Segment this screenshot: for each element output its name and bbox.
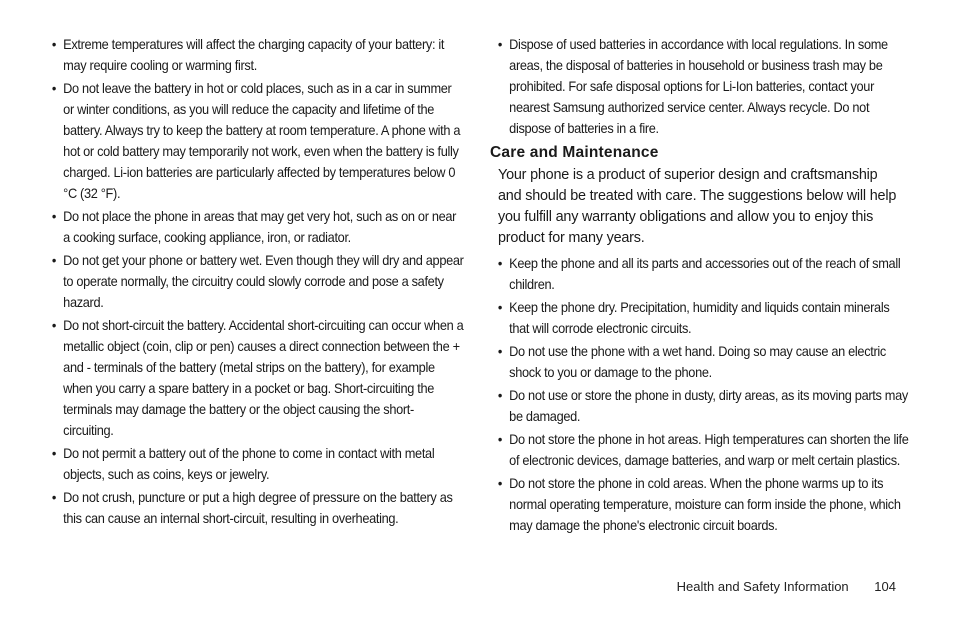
list-item: • Do not use or store the phone in dusty, dirty areas, as its moving parts may be damaged. bbox=[496, 385, 910, 427]
list-item: • Do not short-circuit the battery. Accidental short-circuiting can occur when a metallic object (coin, clip or pen) causes a direct connection between the + and - terminals of the battery (metal strips on the battery), for example when you carry a spare battery in a pocket or bag. Short-circuiting the terminals may damage the battery or the object causing the short-circuiting. bbox=[50, 315, 464, 441]
list-item: • Do not store the phone in hot areas. High temperatures can shorten the life of electronic devices, damage batteries, and warp or melt certain plastics. bbox=[496, 429, 910, 471]
list-item: • Keep the phone and all its parts and accessories out of the reach of small children. bbox=[496, 253, 910, 295]
page-footer bbox=[677, 579, 896, 594]
list-item: • Extreme temperatures will affect the charging capacity of your battery: it may require cooling or warming first. bbox=[50, 34, 464, 76]
disposal-bullet-list bbox=[496, 34, 898, 139]
list-item: • Do not get your phone or battery wet. Even though they will dry and appear to operate normally, the circuitry could slowly corrode and pose a safety hazard. bbox=[50, 250, 464, 313]
care-bullet-list bbox=[496, 253, 909, 536]
footer-section-title: Health and Safety Information bbox=[676, 579, 849, 594]
list-item: • Do not use the phone with a wet hand. Doing so may cause an electric shock to you or damage to the phone. bbox=[496, 341, 910, 383]
list-item: • Do not place the phone in areas that may get very hot, such as on or near a cooking surface, cooking appliance, iron, or radiator. bbox=[50, 206, 464, 248]
battery-bullet-list bbox=[50, 34, 464, 529]
left-column bbox=[50, 34, 464, 531]
section-intro: Your phone is a product of superior design and craftsmanship and should be treated with care. The suggestions below will help you fulfill any warranty obligations and allow you to enjoy this product for many years. bbox=[498, 167, 897, 246]
list-item: • Do not store the phone in cold areas. When the phone warms up to its normal operating temperature, moisture can form inside the phone, which may damage the phone's electronic circuit boards. bbox=[496, 473, 910, 536]
page-number: 104 bbox=[874, 579, 896, 594]
section-heading: Care and Maintenance bbox=[490, 144, 659, 161]
right-column bbox=[490, 34, 909, 538]
list-item: • Dispose of used batteries in accordance with local regulations. In some areas, the disposal of batteries in household or business trash may be prohibited. For safe disposal options for Li-Ion batteries, contact your nearest Samsung authorized service center. Always recycle. Do not dispose of batteries in a fire. bbox=[496, 34, 910, 139]
list-item: • Do not crush, puncture or put a high degree of pressure on the battery as this can cause an internal short-circuit, resulting in overheating. bbox=[50, 487, 464, 529]
list-item: • Do not leave the battery in hot or cold places, such as in a car in summer or winter conditions, as you will reduce the capacity and lifetime of the battery. Always try to keep the battery at room temperature. A phone with a hot or cold battery may temporarily not work, even when the battery is fully charged. Li-ion batteries are particularly affected by temperatures below 0 °C (32 °F). bbox=[50, 78, 464, 204]
list-item: • Do not permit a battery out of the phone to come in contact with metal objects, such as coins, keys or jewelry. bbox=[50, 443, 464, 485]
list-item: • Keep the phone dry. Precipitation, humidity and liquids contain minerals that will corrode electronic circuits. bbox=[496, 297, 910, 339]
